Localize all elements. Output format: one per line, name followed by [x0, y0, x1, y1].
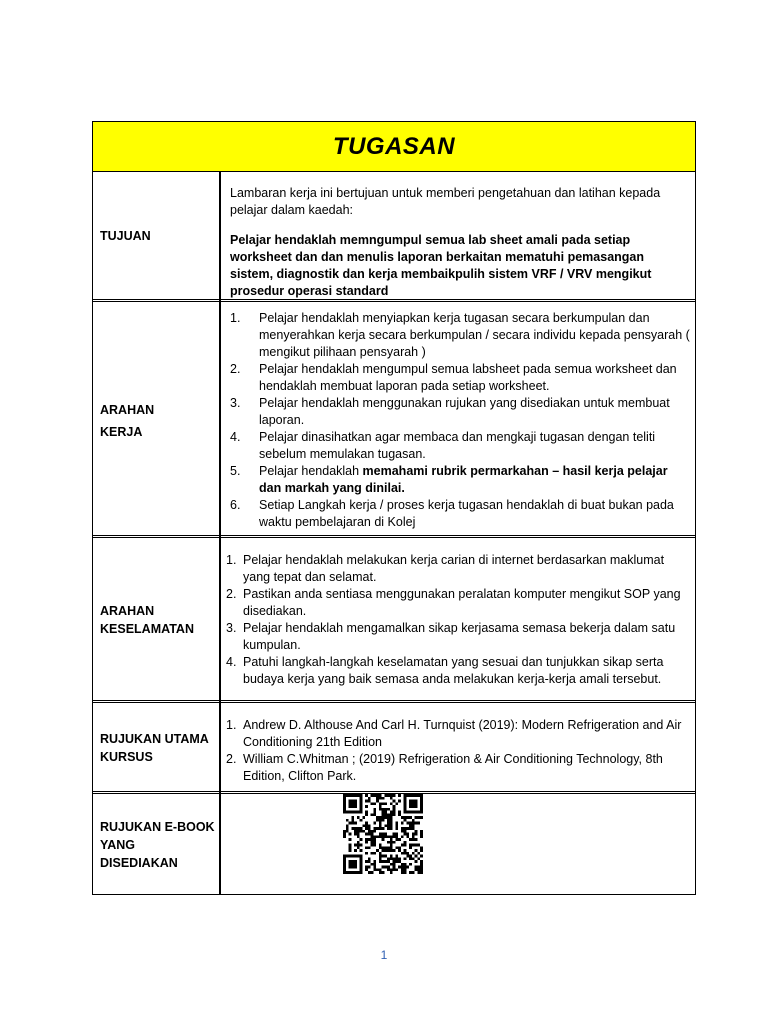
list-item: 1. Andrew D. Althouse And Carl H. Turnquist (2019): Modern Refrigeration and Air Conditioning 21th Edition [226, 718, 682, 749]
title-banner [93, 122, 695, 172]
list-item: 5. Pelajar hendaklah memahami rubrik permarkahan – hasil kerja pelajar dan markah yang dinilai. [230, 464, 668, 495]
label-arahan-kerja [100, 401, 215, 441]
label-rujukan-ebook-line1: RUJUKAN E-BOOK [100, 820, 215, 834]
arahan-keselamatan-list [226, 552, 686, 688]
label-rujukan-utama [100, 730, 215, 766]
list-item: 4. Patuhi langkah-langkah keselamatan yang sesuai dan tunjukkan sikap serta budaya kerja yang baik semasa anda melakukan kerja-kerja amali tersebut. [226, 655, 664, 686]
row-tujuan [93, 172, 695, 302]
page-title: TUGASAN [332, 132, 456, 160]
label-arahan-kerja-line1: ARAHAN [100, 403, 155, 417]
list-item: 3. Pelajar hendaklah menggunakan rujukan yang disediakan untuk membuat laporan. [230, 396, 670, 427]
rujukan-utama-list [226, 717, 686, 785]
label-rujukan-ebook [100, 818, 215, 872]
label-arahan-kerja-line2: KERJA [100, 425, 143, 439]
label-rujukan-ebook-line2: YANG [100, 838, 135, 852]
label-arahan-keselamatan-line2: KESELAMATAN [100, 622, 194, 636]
page-number: 1 [380, 948, 388, 962]
list-item: 3. Pelajar hendaklah mengamalkan sikap kerjasama semasa bekerja dalam satu kumpulan. [226, 621, 676, 652]
qr-code-icon[interactable] [343, 794, 423, 874]
arahan-kerja-list [230, 310, 690, 531]
list-item: 2. Pelajar hendaklah mengumpul semua labsheet pada semua worksheet dan hendaklah membuat laporan pada setiap worksheet. [230, 362, 677, 393]
label-rujukan-utama-line2: KURSUS [100, 750, 153, 764]
label-rujukan-utama-line1: RUJUKAN UTAMA [100, 732, 209, 746]
row-rujukan-utama [93, 703, 695, 794]
label-rujukan-ebook-line3: DISEDIAKAN [100, 856, 178, 870]
label-tujuan: TUJUAN [100, 229, 151, 243]
list-item: 6. Setiap Langkah kerja / proses kerja tugasan hendaklah di buat bukan pada waktu pembelajaran di Kolej [230, 498, 674, 529]
label-arahan-keselamatan-line1: ARAHAN [100, 604, 155, 618]
list-item: 1. Pelajar hendaklah menyiapkan kerja tugasan secara berkumpulan dan menyerahkan kerja secara berkumpulan / secara individu kepada pensyarah ( mengikut pilihaan pensyarah ) [230, 311, 690, 359]
label-arahan-keselamatan [100, 602, 215, 638]
list-item: 4. Pelajar dinasihatkan agar membaca dan mengkaji tugasan dengan teliti sebelum memulakan tugasan. [230, 430, 656, 461]
tujuan-intro: Lambaran kerja ini bertujuan untuk memberi pengetahuan dan latihan kepada pelajar dalam kaedah: [230, 186, 661, 217]
tujuan-bold-text: Pelajar hendaklah memngumpul semua lab sheet amali pada setiap worksheet dan dan menulis laporan berkaitan mematuhi pemasangan sistem, diagnostik dan kerja membaikpulih sistem VRF / VRV mengikut prosedur operasi standard [230, 233, 652, 298]
row-arahan-keselamatan [93, 538, 695, 703]
tujuan-content [230, 185, 690, 300]
list-item: 1. Pelajar hendaklah melakukan kerja carian di internet berdasarkan maklumat yang tepat dan selamat. [226, 553, 665, 584]
row-arahan-kerja [93, 302, 695, 538]
assignment-sheet [92, 121, 696, 895]
list-item: 2. William C.Whitman ; (2019) Refrigeration & Air Conditioning Technology, 8th Edition, Clifton Park. [226, 752, 663, 783]
list-item: 2. Pastikan anda sentiasa menggunakan peralatan komputer mengikut SOP yang disediakan. [226, 587, 681, 618]
